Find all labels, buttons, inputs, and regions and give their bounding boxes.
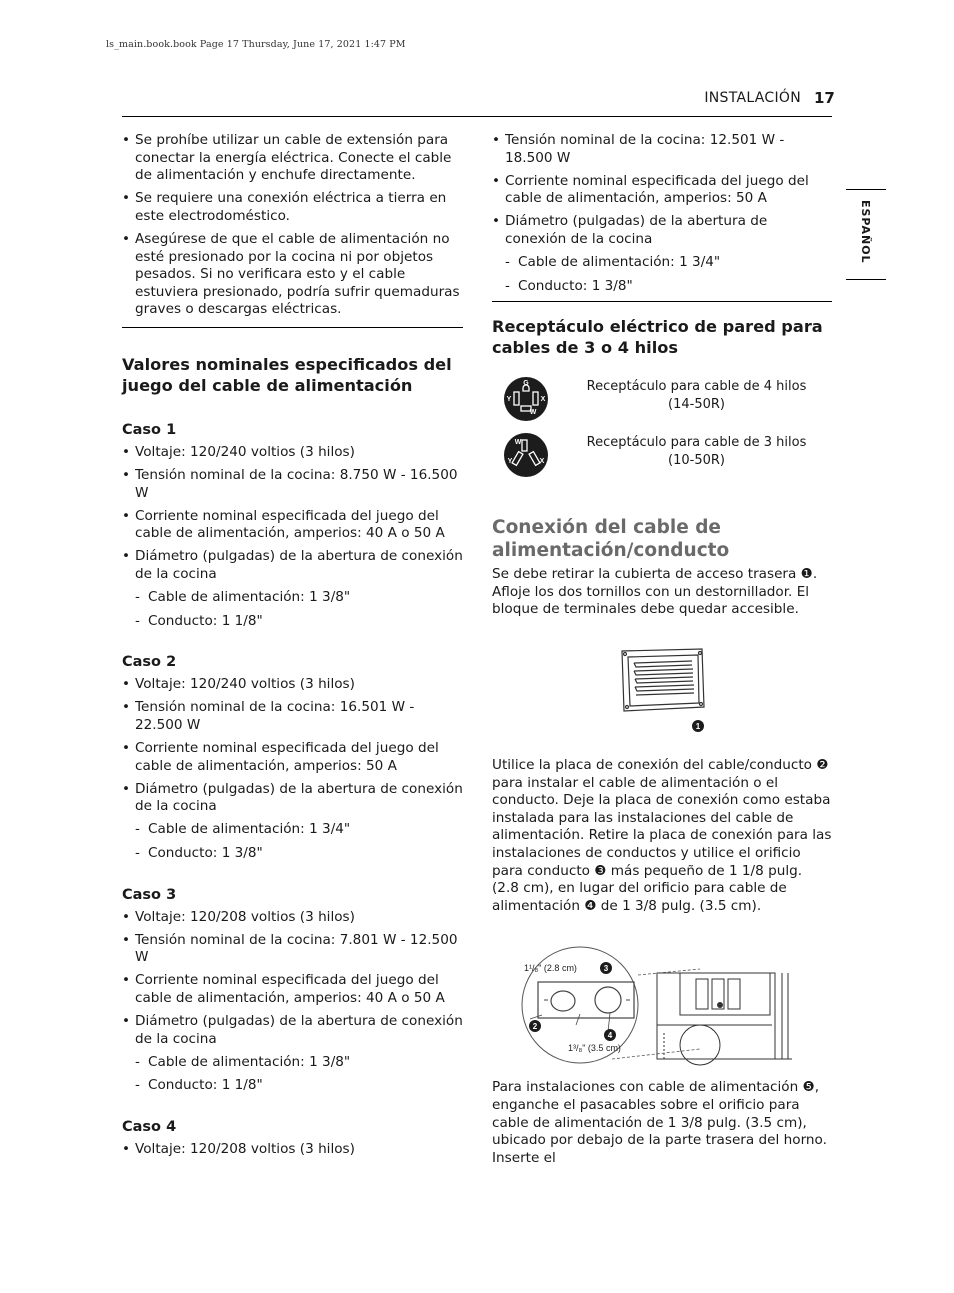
connection-plate-illustration: [492, 939, 832, 1067]
list-item: • Voltaje: 120/208 voltios (3 hilos): [122, 909, 463, 927]
caso-2-list: [122, 676, 463, 816]
list-item: • Corriente nominal especificada del juego del cable de alimentación, amperios: 40 A o 50 A: [122, 972, 463, 1007]
caso-4-continued-list: [492, 132, 832, 249]
receptacle-label: Receptáculo para cable de 4 hilos (14-50R): [586, 379, 807, 412]
figure-callout: 3: [603, 964, 609, 974]
conexion-paragraph-1: Se debe retirar la cubierta de acceso trasera ❶. Afloje los dos tornillos con un destornillador. El bloque de terminales debe quedar accesible.: [492, 566, 818, 618]
list-item: - Conducto: 1 1/8": [122, 1077, 463, 1095]
list-item: • Diámetro (pulgadas) de la abertura de conexión de la cocina: [122, 781, 463, 816]
caso-3-sublist: [122, 1054, 463, 1095]
list-item: • Voltaje: 120/208 voltios (3 hilos): [122, 1141, 463, 1159]
caso-2-sublist: [122, 821, 463, 862]
rear-access-cover-figure: [492, 643, 832, 733]
list-item: • Diámetro (pulgadas) de la abertura de conexión de la cocina: [492, 213, 832, 248]
caso-4-sublist: [492, 254, 832, 295]
receptacle-pin-label: Y: [507, 458, 513, 466]
small-hole-dimension-label: 1¹/₈" (2.8 cm): [524, 963, 577, 974]
large-hole-dimension-label: 1³/₈" (3.5 cm): [568, 1043, 621, 1054]
list-item: • Diámetro (pulgadas) de la abertura de conexión de la cocina: [122, 548, 463, 583]
conexion-heading: Conexión del cable de alimentación/conducto: [492, 517, 730, 562]
list-item: • Voltaje: 120/240 voltios (3 hilos): [122, 676, 463, 694]
left-column: [122, 132, 463, 1164]
right-column: [492, 132, 832, 1167]
receptacle-pin-label: X: [540, 396, 546, 404]
list-item: - Conducto: 1 3/8": [492, 278, 832, 296]
receptacle-10-50r-icon: [503, 432, 549, 478]
language-side-tab: [846, 189, 886, 280]
caso-1-list: [122, 444, 463, 584]
list-item: • Tensión nominal de la cocina: 16.501 W - 22.500 W: [122, 699, 463, 734]
list-item: • Tensión nominal de la cocina: 7.801 W - 12.500 W: [122, 932, 463, 967]
receptacle-14-50r-icon: [503, 376, 549, 422]
conexion-paragraph-3: Para instalaciones con cable de alimentación ❺, enganche el pasacables sobre el orificio para cable de alimentación de 1 3/8 pulg. (3.5 cm), ubicado por debajo de la parte trasera del horno. Inserte el: [492, 1079, 827, 1166]
receptacle-heading: Receptáculo eléctrico de pared para cables de 3 o 4 hilos: [492, 317, 823, 358]
list-item: • Se prohíbe utilizar un cable de extensión para conectar la energía eléctrica. Conecte el cable de alimentación y enchufe directamente.: [122, 132, 463, 185]
receptacle-pin-label: W: [514, 439, 522, 447]
section-divider: [492, 301, 832, 302]
page-number: 17: [814, 89, 835, 107]
receptacle-pin-label: X: [539, 458, 545, 466]
list-item: - Cable de alimentación: 1 3/4": [492, 254, 832, 272]
header-rule: [122, 116, 832, 117]
list-item: • Diámetro (pulgadas) de la abertura de conexión de la cocina: [122, 1013, 463, 1048]
list-item: • Corriente nominal especificada del juego del cable de alimentación, amperios: 50 A: [122, 740, 463, 775]
receptacle-pin-label: Y: [506, 396, 512, 404]
caso-4-title: Caso 4: [122, 1118, 177, 1135]
list-item: • Voltaje: 120/240 voltios (3 hilos): [122, 444, 463, 462]
receptacle-4-wire: [492, 376, 832, 430]
list-item: • Corriente nominal especificada del juego del cable de alimentación, amperios: 40 A o 50 A: [122, 508, 463, 543]
caso-1-sublist: [122, 589, 463, 630]
list-item: - Cable de alimentación: 1 3/8": [122, 589, 463, 607]
connection-plate-figure: [492, 939, 832, 1067]
receptacle-list: [492, 376, 832, 486]
document-meta-line: ls_main.book.book Page 17 Thursday, June 17, 2021 1:47 PM: [106, 39, 406, 50]
list-item: • Asegúrese de que el cable de alimentación no esté presionado por la cocina ni por objetos pesados. Si no verificara esto y el cable estuviera presionado, podría sufrir quemaduras graves o descargas eléctricas.: [122, 231, 463, 319]
access-cover-illustration: [492, 643, 832, 733]
section-title: INSTALACIÓN: [704, 90, 801, 106]
receptacle-pin-label: G: [523, 380, 529, 388]
list-item: - Cable de alimentación: 1 3/4": [122, 821, 463, 839]
intro-bullet-list: [122, 132, 463, 319]
caso-2-title: Caso 2: [122, 654, 177, 671]
caso-4-list: [122, 1141, 463, 1159]
language-label: ESPAÑOL: [859, 200, 872, 264]
list-item: - Conducto: 1 1/8": [122, 613, 463, 631]
list-item: • Tensión nominal de la cocina: 12.501 W - 18.500 W: [492, 132, 832, 167]
conexion-paragraph-2: Utilice la placa de conexión del cable/conducto ❷ para instalar el cable de alimentación o el conducto. Deje la placa de conexión como estaba instalada para las instalaciones del cable de alimentación. Retire la placa de conexión para las instalaciones de conductos y utilice el orificio para conducto ❸ más pequeño de 1 1/8 pulg. (2.8 cm), en lugar del orificio para cable de alimentación ❹ de 1 3/8 pulg. (3.5 cm).: [492, 757, 832, 914]
receptacle-pin-label: W: [529, 409, 537, 417]
caso-3-title: Caso 3: [122, 886, 177, 903]
receptacle-label: Receptáculo para cable de 3 hilos (10-50R): [586, 435, 807, 468]
figure-callout: 1: [695, 722, 701, 732]
list-item: • Corriente nominal especificada del juego del cable de alimentación, amperios: 50 A: [492, 173, 832, 208]
list-item: - Conducto: 1 3/8": [122, 845, 463, 863]
list-item: - Cable de alimentación: 1 3/8": [122, 1054, 463, 1072]
receptacle-3-wire: [492, 432, 832, 486]
caso-1-title: Caso 1: [122, 421, 177, 438]
caso-3-list: [122, 909, 463, 1049]
figure-callout: 2: [532, 1022, 538, 1032]
figure-callout: 4: [607, 1031, 613, 1041]
list-item: • Se requiere una conexión eléctrica a tierra en este electrodoméstico.: [122, 190, 463, 225]
section-divider: [122, 327, 463, 328]
list-item: • Tensión nominal de la cocina: 8.750 W - 16.500 W: [122, 467, 463, 502]
ratings-heading: Valores nominales especificados del juego del cable de alimentación: [122, 354, 452, 395]
